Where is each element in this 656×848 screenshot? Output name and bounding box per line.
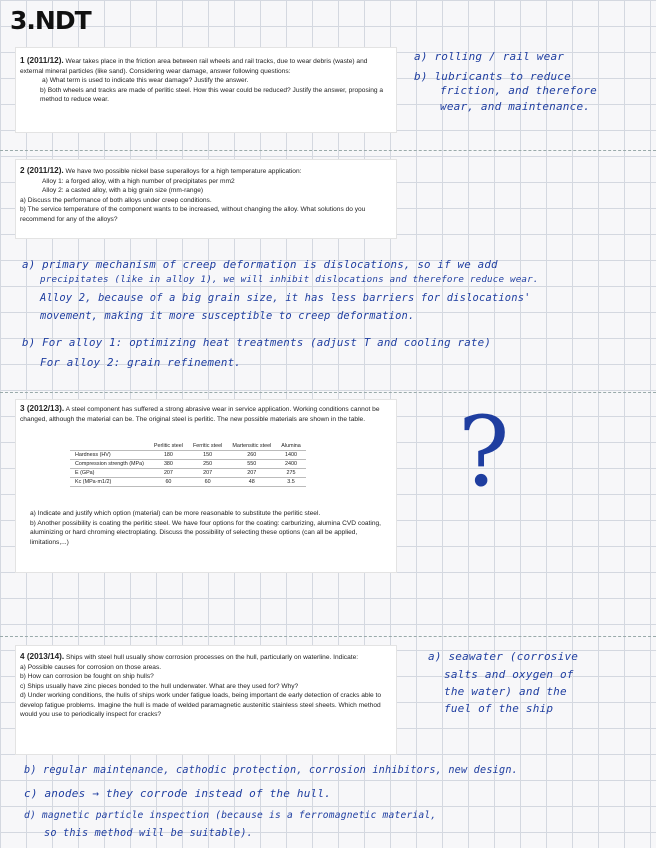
answer-1-line: b) lubricants to reduce: [414, 70, 571, 83]
table-cell: 2400: [276, 460, 305, 469]
answer-4a-line: a) seawater (corrosive: [428, 650, 579, 663]
table-cell: Hardness (HV): [70, 451, 149, 460]
question-2-alloy-1: Alloy 1: a forged alloy, with a high number of precipitates per mm2: [42, 177, 235, 185]
answer-4a-line: salts and oxygen of: [444, 668, 574, 681]
question-3: [20, 404, 390, 424]
question-3a: a) Indicate and justify which option (material) can be more reasonable to substitute the perlitic steel.: [30, 510, 321, 517]
table-header-row: [70, 442, 306, 451]
question-1a: a) What term is used to indicate this wear damage? Justify the answer.: [42, 77, 249, 84]
question-3-parts: [20, 509, 390, 547]
question-3b: b) Another possibility is coating the perlitic steel. We have four options for the coating: carburizing, alumina CVD coating, aluminizing or hard chroming electroplating. Discuss the possibility of selecting these options (can all be applied, limitations,...): [30, 519, 381, 546]
answer-2-line: a) primary mechanism of creep deformation is dislocations, so if we add: [22, 258, 498, 271]
table-header-cell: Martensitic steel: [227, 442, 276, 451]
table-cell: 380: [149, 460, 188, 469]
table-row: [70, 469, 306, 478]
question-2-alloy-2: Alloy 2: a casted alloy, with a big grain size (mm-range): [42, 187, 204, 194]
question-4c: c) Ships usually have zinc pieces bonded to the hull underwater. What are they used for? Why?: [20, 682, 299, 690]
answer-2-line: Alloy 2, because of a big grain size, it has less barriers for dislocations': [40, 292, 531, 304]
table-cell: 180: [149, 451, 188, 460]
answer-1-line: a) rolling / rail wear: [414, 50, 565, 63]
question-3-intro: A steel component has suffered a strong abrasive wear in service application. Working conditions cannot be changed, although the material can be. The original steel is perlitic. The new possible materials are shown in the table.: [20, 406, 380, 423]
table-header-cell: Perlitic steel: [149, 442, 188, 451]
section-divider: [0, 636, 656, 638]
question-2-heading: 2 (2011/12).: [20, 166, 64, 175]
table-cell: 48: [227, 478, 276, 487]
answer-4d-line: d) magnetic particle inspection (because is a ferromagnetic material,: [24, 810, 437, 821]
answer-2-line: movement, making it more susceptible to creep deformation.: [40, 310, 415, 322]
table-row: [70, 451, 306, 460]
question-2a: a) Discuss the performance of both alloys under creep conditions.: [20, 196, 212, 204]
answer-4a-line: fuel of the ship: [444, 702, 554, 715]
table-cell: 207: [227, 469, 276, 478]
table-cell: 3.5: [276, 478, 305, 487]
answer-4c: c) anodes → they corrode instead of the hull.: [24, 787, 332, 800]
question-1-heading: 1 (2011/12).: [20, 56, 64, 65]
table-cell: 1400: [276, 451, 305, 460]
page-title: 3.NDT: [10, 6, 91, 35]
answer-2-line: For alloy 2: grain refinement.: [40, 356, 242, 369]
table-cell: Compression strength (MPa): [70, 460, 149, 469]
question-1: [20, 56, 390, 105]
table-cell: 207: [188, 469, 227, 478]
table-row: [70, 460, 306, 469]
table-header-cell: Alumina: [276, 442, 305, 451]
question-4d: d) Under working conditions, the hulls of ships work under fatigue loads, being important de early detection of cracks able to develop fatigue problems. Imagine the hull is made of welded paramagnetic austenitic stainless steel sheets. Which method would you use to periodically inspect for cracks?: [20, 692, 382, 718]
question-4-heading: 4 (2013/14).: [20, 652, 65, 661]
table-row: [70, 478, 306, 487]
question-1b: b) Both wheels and tracks are made of perlitic steel. How this wear could be reduced? Justify the answer, proposing a method to reduce wear.: [40, 86, 384, 103]
table-cell: 550: [227, 460, 276, 469]
question-4b: b) How can corrosion be fought on ship hulls?: [20, 673, 154, 680]
answer-1-line: wear, and maintenance.: [440, 100, 591, 113]
question-2: [20, 166, 392, 224]
question-3-heading: 3 (2012/13).: [20, 404, 65, 413]
question-4: [20, 652, 390, 720]
table-cell: 60: [188, 478, 227, 487]
table-header-cell: Ferritic steel: [188, 442, 227, 451]
section-divider: [0, 150, 656, 152]
answer-4d-line: so this method will be suitable).: [44, 828, 254, 839]
answer-4a-line: the water) and the: [444, 685, 567, 698]
question-4-intro: Ships with steel hull usually show corrosion processes on the hull, particularly on waterline. Indicate:: [66, 654, 359, 661]
answer-2-line: b) For alloy 1: optimizing heat treatments (adjust T and cooling rate): [22, 336, 492, 349]
table-cell: E (GPa): [70, 469, 149, 478]
answer-4b: b) regular maintenance, cathodic protection, corrosion inhibitors, new design.: [24, 765, 519, 776]
table-cell: 250: [188, 460, 227, 469]
section-divider: [0, 392, 656, 394]
table-cell: 150: [188, 451, 227, 460]
answer-1-line: friction, and therefore: [440, 84, 597, 97]
table-cell: 260: [227, 451, 276, 460]
answer-2-line: precipitates (like in alloy 1), we will inhibit dislocations and therefore reduce wear.: [40, 274, 539, 285]
table-cell: Kc (MPa·m1/2): [70, 478, 149, 487]
question-mark-annotation: ?: [458, 396, 510, 508]
question-2-intro: We have two possible nickel base superalloys for a high temperature application:: [65, 168, 302, 175]
question-2b: b) The service temperature of the component wants to be increased, without changing the alloy. What solutions do you recommend for any of the alloys?: [20, 206, 366, 223]
question-1-intro: Wear takes place in the friction area between rail wheels and rail tracks, due to wear debris (waste) and external mineral particles (like sand). Considering wear damage, answer following questions:: [20, 58, 368, 75]
table-header-cell: [70, 442, 149, 451]
table-cell: 207: [149, 469, 188, 478]
materials-table: [70, 442, 306, 487]
table-cell: 60: [149, 478, 188, 487]
question-4a: a) Possible causes for corrosion on those areas.: [20, 663, 162, 671]
table-cell: 275: [276, 469, 305, 478]
